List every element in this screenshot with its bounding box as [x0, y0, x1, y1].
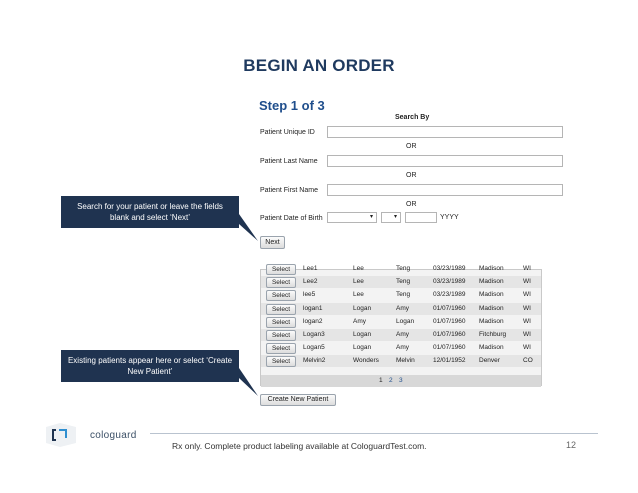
- dob-label: Patient Date of Birth: [260, 215, 323, 222]
- table-row: [261, 303, 541, 315]
- footer-disclaimer: Rx only. Complete product labeling available at CologuardTest.com.: [172, 441, 427, 451]
- search-callout: Search for your patient or leave the fields blank and select ‘Next’: [61, 196, 239, 228]
- dob-month-select[interactable]: ▾: [327, 212, 377, 223]
- last-name-cell: Teng: [396, 291, 411, 299]
- step-title: Step 1 of 3: [259, 98, 325, 113]
- dob-day-select[interactable]: ▾: [381, 212, 401, 223]
- state-cell: WI: [523, 278, 531, 286]
- select-button[interactable]: Select: [266, 330, 296, 341]
- or-label: OR: [406, 172, 417, 179]
- first-name-cell: Lee: [353, 278, 364, 286]
- last-name-cell: Logan: [396, 317, 415, 325]
- or-label: OR: [406, 201, 417, 208]
- cologuard-logo-text: cologuard: [90, 430, 137, 441]
- city-cell: Madison: [479, 265, 504, 272]
- dob-cell: 01/07/1960: [433, 331, 466, 338]
- last-name-cell: Amy: [396, 331, 409, 338]
- patient-id-cell: Melvin2: [303, 357, 326, 365]
- last-name-cell: Amy: [396, 344, 409, 352]
- cologuard-logo-icon: [44, 421, 78, 449]
- last-name-cell: Melvin: [396, 357, 415, 365]
- select-button[interactable]: Select: [266, 264, 296, 275]
- page-number: 12: [566, 440, 577, 450]
- footer-divider: [150, 433, 598, 434]
- first-name-cell: Amy: [353, 317, 366, 325]
- dob-cell: 01/07/1960: [433, 317, 466, 325]
- city-cell: Fitchburg: [479, 331, 507, 338]
- existing-callout-arrow: [239, 368, 258, 396]
- table-row: [261, 342, 541, 354]
- patient-id-input[interactable]: [327, 126, 563, 138]
- dob-cell: 03/23/1989: [433, 265, 466, 272]
- patients-table: [260, 265, 542, 386]
- select-button[interactable]: Select: [266, 304, 296, 315]
- state-cell: WI: [523, 331, 531, 338]
- table-row: [261, 316, 541, 328]
- patient-id-cell: Lee2: [303, 278, 318, 286]
- select-button[interactable]: Select: [266, 277, 296, 288]
- first-name-cell: Lee: [353, 291, 364, 299]
- last-name-cell: Teng: [396, 278, 411, 286]
- first-name-label: Patient First Name: [260, 187, 318, 194]
- state-cell: WI: [523, 291, 531, 299]
- last-name-cell: Teng: [396, 265, 411, 272]
- city-cell: Madison: [479, 291, 504, 299]
- first-name-cell: Wonders: [353, 357, 379, 365]
- city-cell: Madison: [479, 304, 504, 312]
- patient-id-cell: lee5: [303, 291, 316, 299]
- dob-cell: 01/07/1960: [433, 344, 466, 352]
- table-row: [261, 289, 541, 301]
- next-button[interactable]: Next: [260, 236, 285, 249]
- table-row: [261, 263, 541, 275]
- last-name-input[interactable]: [327, 155, 563, 167]
- existing-patients-callout: Existing patients appear here or select ‘Create New Patient’: [61, 350, 239, 382]
- select-button[interactable]: Select: [266, 343, 296, 354]
- last-name-label: Patient Last Name: [260, 158, 318, 165]
- create-new-patient-button[interactable]: Create New Patient: [260, 394, 336, 406]
- page-1[interactable]: 1: [379, 377, 383, 384]
- city-cell: Denver: [479, 357, 500, 365]
- state-cell: WI: [523, 317, 531, 325]
- pager: [261, 375, 541, 387]
- select-button[interactable]: Select: [266, 317, 296, 328]
- or-label: OR: [406, 143, 417, 150]
- dob-year-hint: YYYY: [440, 214, 459, 221]
- state-cell: WI: [523, 344, 531, 352]
- dob-cell: 12/01/1952: [433, 357, 466, 365]
- city-cell: Madison: [479, 344, 504, 352]
- patient-id-cell: Lee1: [303, 265, 318, 272]
- city-cell: Madison: [479, 278, 504, 286]
- patient-id-cell: logan1: [303, 304, 323, 312]
- last-name-cell: Amy: [396, 304, 409, 312]
- first-name-cell: Logan: [353, 331, 372, 338]
- dob-cell: 03/23/1989: [433, 291, 466, 299]
- select-button[interactable]: Select: [266, 356, 296, 367]
- dob-cell: 03/23/1989: [433, 278, 466, 286]
- patient-id-cell: logan2: [303, 317, 323, 325]
- table-row: [261, 329, 541, 341]
- state-cell: WI: [523, 304, 531, 312]
- first-name-cell: Logan: [353, 344, 372, 352]
- dob-cell: 01/07/1960: [433, 304, 466, 312]
- table-row: [261, 355, 541, 367]
- first-name-cell: Logan: [353, 304, 372, 312]
- page-2-link[interactable]: 2: [389, 377, 393, 384]
- page-3-link[interactable]: 3: [399, 377, 403, 384]
- patient-id-cell: Logan3: [303, 331, 325, 338]
- slide-title: BEGIN AN ORDER: [243, 56, 395, 75]
- patient-id-cell: Logan5: [303, 344, 325, 352]
- state-cell: WI: [523, 265, 531, 272]
- dob-year-input[interactable]: [405, 212, 437, 223]
- select-button[interactable]: Select: [266, 290, 296, 301]
- first-name-cell: Lee: [353, 265, 364, 272]
- table-row: [261, 276, 541, 288]
- city-cell: Madison: [479, 317, 504, 325]
- search-by-heading: Search By: [395, 114, 430, 121]
- search-callout-arrow: [239, 214, 258, 241]
- first-name-input[interactable]: [327, 184, 563, 196]
- state-cell: CO: [523, 357, 533, 365]
- patient-id-label: Patient Unique ID: [260, 129, 315, 136]
